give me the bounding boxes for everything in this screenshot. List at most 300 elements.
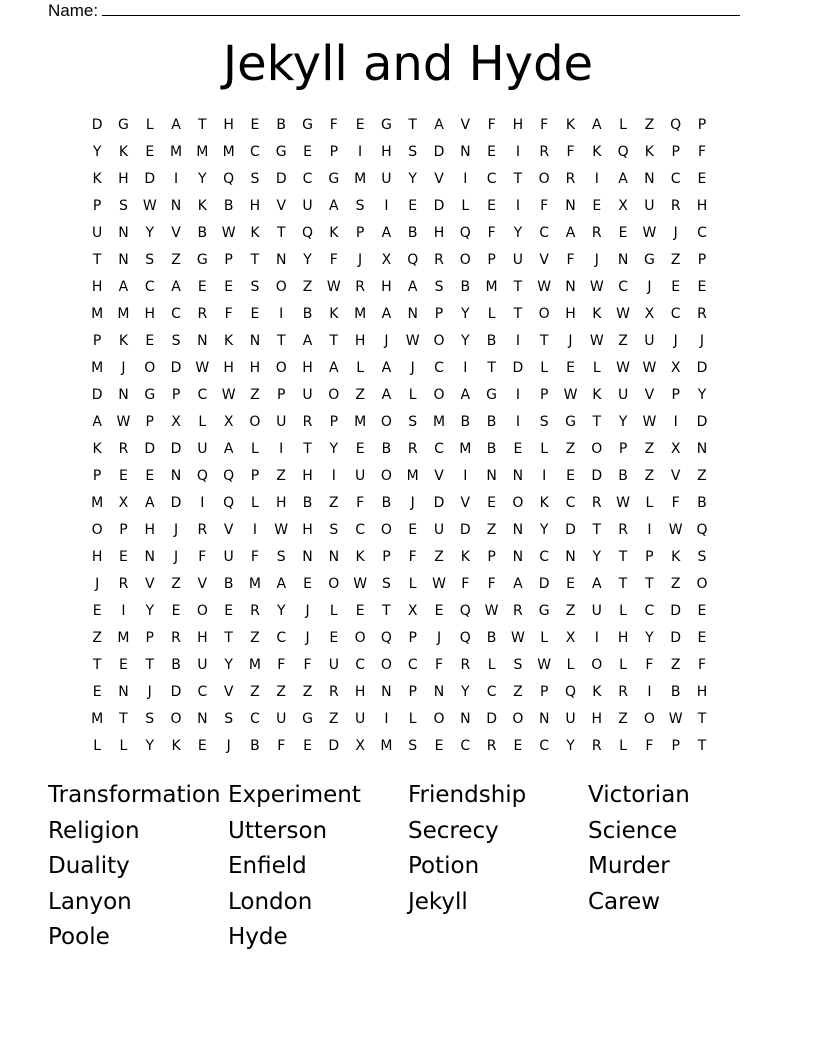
grid-cell: E: [592, 198, 602, 214]
grid-cell: B: [381, 441, 392, 457]
word-list-item: London: [228, 888, 313, 915]
grid-cell: K: [644, 144, 654, 160]
grid-cell: D: [696, 360, 708, 376]
grid-cell: U: [302, 198, 313, 214]
grid-cell: U: [302, 387, 313, 403]
grid-cell: F: [487, 576, 496, 592]
grid-cell: M: [91, 711, 104, 727]
grid-cell: V: [171, 225, 181, 241]
grid-cell: I: [384, 711, 389, 727]
grid-cell: T: [119, 711, 128, 727]
grid-cell: G: [538, 603, 550, 619]
grid-cell: O: [328, 387, 340, 403]
grid-cell: N: [512, 468, 524, 484]
grid-cell: G: [380, 117, 392, 133]
grid-cell: E: [145, 144, 155, 160]
grid-cell: I: [463, 171, 468, 187]
grid-cell: E: [145, 468, 155, 484]
grid-cell: C: [355, 657, 365, 673]
grid-cell: S: [329, 522, 339, 538]
grid-cell: X: [670, 441, 681, 457]
grid-cell: L: [408, 387, 417, 403]
grid-cell: A: [171, 279, 181, 295]
grid-cell: Q: [459, 225, 471, 241]
grid-cell: T: [198, 117, 207, 133]
grid-cell: Z: [250, 630, 260, 646]
grid-row: [84, 358, 715, 385]
grid-cell: A: [144, 495, 155, 511]
grid-cell: H: [617, 630, 629, 646]
grid-row: [84, 601, 715, 628]
word-list-item: Utterson: [228, 817, 328, 844]
grid-cell: A: [381, 306, 392, 322]
grid-cell: Q: [459, 603, 471, 619]
grid-cell: W: [432, 576, 446, 592]
grid-row: [84, 331, 715, 358]
grid-cell: L: [461, 198, 470, 214]
grid-cell: B: [250, 738, 260, 754]
grid-cell: J: [594, 252, 599, 268]
grid-cell: J: [358, 252, 363, 268]
grid-cell: F: [198, 549, 207, 565]
grid-cell: E: [197, 279, 207, 295]
grid-cell: C: [460, 738, 471, 754]
grid-cell: E: [487, 144, 497, 160]
grid-cell: E: [171, 603, 181, 619]
grid-cell: E: [197, 738, 207, 754]
grid-cell: H: [302, 468, 313, 484]
grid-cell: R: [460, 657, 471, 673]
grid-cell: B: [460, 414, 471, 430]
grid-row: [84, 196, 715, 223]
grid-cell: W: [510, 630, 525, 646]
grid-cell: N: [538, 711, 550, 727]
grid-cell: W: [484, 603, 499, 619]
grid-cell: X: [223, 414, 234, 430]
grid-cell: U: [617, 387, 629, 403]
grid-cell: Y: [276, 603, 286, 619]
grid-cell: N: [433, 684, 445, 700]
name-underline: [102, 0, 740, 16]
grid-cell: Y: [198, 171, 207, 187]
grid-cell: V: [670, 468, 681, 484]
grid-cell: K: [460, 549, 470, 565]
grid-cell: W: [326, 279, 341, 295]
grid-cell: R: [328, 684, 339, 700]
grid-cell: J: [95, 576, 100, 592]
grid-cell: X: [670, 360, 681, 376]
grid-cell: Y: [461, 306, 470, 322]
grid-cell: K: [671, 549, 681, 565]
grid-cell: O: [380, 657, 392, 673]
grid-cell: P: [119, 522, 128, 538]
grid-cell: X: [118, 495, 129, 511]
grid-cell: H: [381, 279, 392, 295]
grid-cell: P: [145, 414, 154, 430]
grid-cell: H: [223, 117, 234, 133]
grid-cell: I: [279, 441, 284, 457]
grid-row: [84, 574, 715, 601]
grid-cell: E: [119, 657, 128, 673]
grid-cell: B: [486, 333, 497, 349]
grid-cell: A: [223, 441, 234, 457]
grid-cell: J: [173, 549, 179, 565]
grid-cell: W: [563, 387, 578, 403]
grid-cell: T: [487, 360, 496, 376]
grid-cell: Z: [697, 468, 707, 484]
grid-cell: F: [566, 144, 575, 160]
grid-cell: A: [381, 225, 392, 241]
grid-cell: C: [697, 225, 707, 241]
grid-cell: I: [200, 495, 205, 511]
grid-cell: G: [565, 414, 576, 430]
word-list-item: Victorian: [588, 782, 690, 808]
grid-cell: E: [513, 441, 523, 457]
word-list-item: Potion: [408, 853, 480, 879]
grid-cell: W: [405, 333, 420, 349]
grid-cell: Y: [461, 333, 470, 349]
grid-cell: W: [616, 306, 630, 322]
grid-cell: Z: [302, 684, 313, 700]
grid-cell: E: [671, 279, 681, 295]
grid-cell: U: [276, 414, 287, 430]
grid-cell: S: [381, 576, 391, 592]
grid-cell: D: [144, 171, 156, 187]
grid-cell: I: [647, 684, 652, 700]
word-list-item: Lanyon: [48, 888, 132, 915]
grid-cell: Y: [697, 387, 707, 403]
grid-cell: S: [276, 549, 286, 565]
grid-cell: S: [513, 657, 523, 673]
grid-cell: E: [513, 738, 523, 754]
grid-cell: W: [537, 279, 552, 295]
grid-cell: N: [197, 711, 208, 727]
grid-cell: H: [591, 711, 603, 727]
grid-cell: K: [539, 495, 549, 511]
grid-cell: J: [384, 333, 389, 349]
grid-cell: C: [407, 657, 418, 673]
grid-cell: R: [565, 171, 576, 187]
grid-cell: K: [592, 144, 602, 160]
grid-cell: L: [329, 603, 338, 619]
grid-cell: J: [410, 360, 415, 376]
grid-cell: X: [355, 738, 365, 754]
grid-cell: F: [224, 306, 233, 322]
grid-cell: Y: [145, 738, 155, 754]
grid-cell: O: [380, 414, 392, 430]
grid-cell: Y: [566, 738, 575, 754]
grid-cell: R: [197, 522, 208, 538]
grid-cell: M: [222, 144, 235, 160]
grid-cell: T: [276, 225, 286, 241]
grid-row: [84, 709, 715, 736]
grid-cell: D: [459, 522, 471, 538]
grid-cell: E: [618, 225, 628, 241]
grid-cell: Q: [670, 117, 682, 133]
grid-cell: C: [250, 711, 260, 727]
grid-cell: B: [486, 414, 497, 430]
grid-cell: C: [539, 738, 550, 754]
grid-cell: M: [432, 414, 446, 430]
grid-row: [84, 736, 715, 763]
grid-cell: B: [486, 441, 497, 457]
grid-cell: S: [224, 711, 234, 727]
grid-cell: J: [647, 279, 652, 295]
grid-cell: S: [171, 333, 181, 349]
grid-cell: U: [328, 657, 339, 673]
grid-cell: L: [540, 441, 549, 457]
grid-cell: T: [697, 738, 707, 754]
grid-cell: E: [145, 333, 155, 349]
grid-cell: G: [643, 252, 655, 268]
grid-cell: P: [329, 414, 339, 430]
grid-cell: O: [459, 252, 471, 268]
grid-cell: S: [434, 279, 444, 295]
grid-cell: K: [197, 198, 207, 214]
grid-cell: K: [592, 387, 602, 403]
grid-cell: T: [92, 657, 102, 673]
grid-cell: G: [196, 252, 208, 268]
grid-cell: R: [407, 441, 418, 457]
grid-cell: D: [433, 495, 445, 511]
grid-cell: R: [513, 603, 523, 619]
grid-cell: F: [645, 657, 654, 673]
grid-cell: C: [539, 225, 550, 241]
grid-cell: I: [463, 360, 468, 376]
grid-cell: O: [354, 630, 366, 646]
grid-cell: O: [591, 657, 603, 673]
grid-cell: H: [223, 360, 234, 376]
grid-cell: Z: [513, 684, 523, 700]
grid-cell: M: [91, 495, 104, 511]
grid-cell: N: [275, 252, 287, 268]
grid-row: [84, 439, 715, 466]
grid-cell: P: [355, 225, 365, 241]
grid-cell: C: [197, 684, 208, 700]
grid-cell: V: [197, 576, 208, 592]
grid-cell: P: [697, 117, 707, 133]
grid-cell: E: [566, 360, 575, 376]
grid-cell: U: [92, 225, 103, 241]
grid-cell: F: [277, 657, 286, 673]
grid-cell: Y: [303, 252, 312, 268]
grid-cell: F: [277, 738, 286, 754]
grid-cell: E: [566, 576, 575, 592]
grid-cell: Y: [592, 549, 602, 565]
grid-cell: R: [591, 738, 602, 754]
grid-cell: J: [173, 522, 179, 538]
grid-cell: M: [169, 144, 183, 160]
grid-cell: H: [696, 198, 708, 214]
grid-cell: Z: [670, 657, 681, 673]
grid-cell: H: [354, 333, 366, 349]
grid-cell: S: [145, 711, 155, 727]
grid-cell: L: [198, 414, 207, 430]
grid-cell: P: [329, 144, 339, 160]
grid-cell: P: [382, 549, 391, 565]
grid-cell: E: [92, 603, 102, 619]
grid-cell: H: [302, 360, 313, 376]
grid-cell: Q: [459, 630, 471, 646]
grid-cell: I: [463, 468, 468, 484]
grid-cell: K: [565, 117, 576, 133]
grid-cell: E: [303, 576, 312, 592]
grid-cell: V: [460, 117, 471, 133]
grid-cell: M: [248, 657, 261, 673]
grid-cell: L: [251, 441, 259, 457]
grid-cell: P: [539, 684, 549, 700]
grid-cell: O: [170, 711, 182, 727]
grid-cell: I: [515, 414, 520, 430]
grid-cell: R: [118, 576, 129, 592]
grid-cell: B: [381, 495, 392, 511]
grid-cell: X: [171, 414, 181, 430]
grid-cell: I: [279, 306, 284, 322]
grid-cell: D: [670, 630, 682, 646]
grid-cell: Z: [276, 468, 287, 484]
grid-cell: Q: [223, 171, 235, 187]
grid-cell: N: [144, 549, 155, 565]
grid-cell: E: [303, 738, 312, 754]
grid-cell: R: [591, 225, 602, 241]
grid-row: [84, 655, 715, 682]
grid-cell: E: [566, 468, 575, 484]
grid-cell: E: [487, 495, 497, 511]
grid-row: [84, 682, 715, 709]
grid-cell: H: [91, 279, 103, 295]
grid-cell: B: [697, 495, 707, 511]
grid-cell: H: [354, 684, 366, 700]
grid-cell: K: [118, 333, 129, 349]
grid-cell: M: [117, 306, 130, 322]
grid-cell: O: [512, 711, 524, 727]
grid-cell: L: [251, 495, 259, 511]
grid-cell: W: [668, 711, 683, 727]
grid-cell: B: [670, 684, 681, 700]
grid-cell: L: [592, 360, 601, 376]
grid-cell: M: [406, 468, 419, 484]
grid-cell: F: [487, 117, 496, 133]
grid-cell: R: [486, 738, 497, 754]
grid-cell: Z: [565, 603, 576, 619]
grid-cell: R: [618, 684, 628, 700]
grid-cell: A: [276, 576, 287, 592]
grid-cell: Y: [224, 657, 233, 673]
grid-cell: H: [144, 522, 155, 538]
grid-row: [84, 142, 715, 169]
word-list-item: Enfield: [228, 853, 307, 879]
grid-cell: P: [277, 387, 286, 403]
grid-cell: O: [380, 468, 392, 484]
grid-cell: S: [539, 414, 549, 430]
grid-cell: R: [171, 630, 181, 646]
grid-cell: U: [197, 657, 208, 673]
grid-cell: W: [221, 387, 236, 403]
grid-cell: G: [302, 117, 313, 133]
grid-cell: I: [515, 198, 520, 214]
grid-cell: P: [671, 738, 680, 754]
grid-cell: A: [407, 279, 418, 295]
word-list-item: Murder: [588, 853, 670, 879]
grid-cell: V: [223, 684, 234, 700]
grid-cell: T: [276, 333, 286, 349]
grid-cell: I: [252, 522, 257, 538]
grid-cell: Z: [171, 252, 181, 268]
grid-cell: C: [486, 684, 497, 700]
grid-cell: P: [434, 306, 444, 322]
grid-cell: O: [275, 279, 287, 295]
grid-cell: A: [329, 360, 339, 376]
grid-cell: A: [513, 576, 523, 592]
grid-cell: D: [91, 117, 103, 133]
grid-cell: Y: [645, 630, 654, 646]
grid-cell: D: [696, 414, 708, 430]
grid-cell: N: [486, 468, 497, 484]
grid-cell: N: [512, 522, 524, 538]
grid-cell: S: [408, 738, 418, 754]
grid-cell: E: [355, 441, 365, 457]
grid-cell: C: [250, 144, 260, 160]
grid-cell: Q: [302, 225, 314, 241]
grid-cell: H: [144, 306, 155, 322]
grid-row: [84, 223, 715, 250]
grid-cell: B: [302, 495, 313, 511]
letter-grid: [84, 115, 715, 763]
grid-cell: N: [617, 252, 629, 268]
grid-cell: V: [144, 576, 155, 592]
grid-cell: E: [119, 549, 128, 565]
grid-cell: L: [619, 738, 627, 754]
grid-cell: O: [433, 711, 445, 727]
grid-cell: E: [487, 198, 497, 214]
grid-cell: I: [173, 171, 179, 187]
grid-cell: E: [224, 603, 234, 619]
grid-cell: Z: [618, 333, 628, 349]
grid-cell: J: [673, 333, 678, 349]
grid-cell: B: [223, 198, 234, 214]
grid-cell: X: [407, 603, 418, 619]
grid-cell: Y: [92, 144, 102, 160]
grid-cell: U: [644, 333, 655, 349]
grid-cell: S: [250, 279, 260, 295]
grid-cell: H: [381, 144, 392, 160]
grid-cell: O: [643, 711, 655, 727]
grid-cell: W: [616, 495, 630, 511]
grid-cell: Q: [564, 684, 576, 700]
grid-cell: Q: [196, 468, 208, 484]
grid-cell: K: [329, 306, 339, 322]
grid-cell: T: [697, 711, 707, 727]
grid-cell: L: [645, 495, 654, 511]
grid-cell: N: [249, 333, 261, 349]
grid-cell: B: [460, 279, 471, 295]
grid-cell: G: [328, 171, 340, 187]
grid-cell: D: [565, 522, 576, 538]
grid-cell: B: [486, 630, 497, 646]
grid-cell: T: [224, 630, 233, 646]
grid-cell: P: [697, 252, 707, 268]
grid-cell: F: [329, 117, 338, 133]
grid-cell: T: [145, 657, 155, 673]
grid-cell: N: [565, 549, 576, 565]
grid-cell: E: [355, 117, 365, 133]
grid-cell: W: [589, 333, 604, 349]
grid-cell: U: [381, 171, 392, 187]
grid-cell: D: [275, 171, 287, 187]
grid-cell: D: [170, 441, 182, 457]
grid-cell: O: [196, 603, 208, 619]
grid-cell: Y: [145, 225, 155, 241]
